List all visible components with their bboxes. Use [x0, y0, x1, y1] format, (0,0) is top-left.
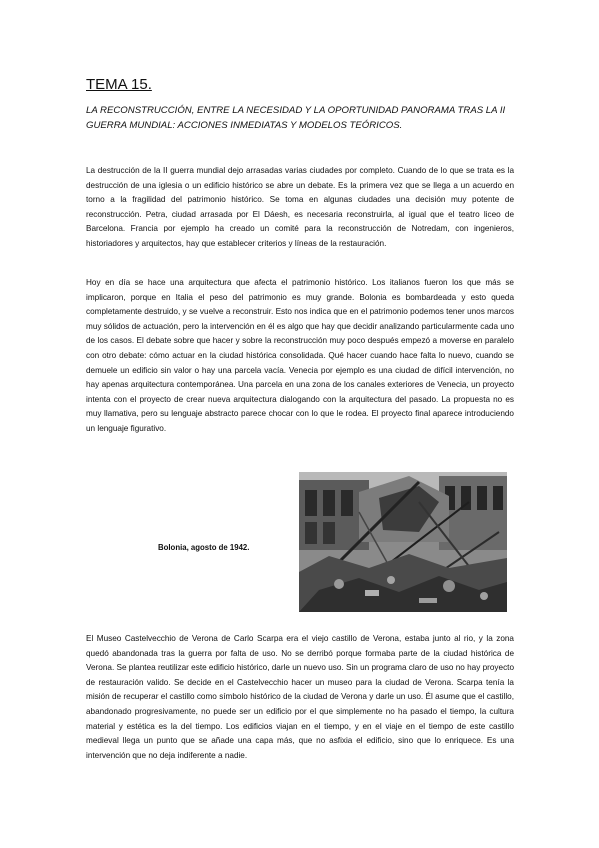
- document-title: TEMA 15.: [86, 76, 152, 93]
- photo-caption: Bolonia, agosto de 1942.: [158, 543, 250, 552]
- paragraph-2: Hoy en día se hace una arquitectura que afecta el patrimonio histórico. Los italianos fueron los que más se implicaron, porque en Italia el peso del patrimonio es muy grande. Bolonia es bombardeada y esto queda completamente destruido, y se vuelve a reconstruir. Esto nos indica que en el patrimonio podemos tener unos marcos muy sólidos de actuación, pero la intervención en él es algo que hay que decidir analizando particularmente cada uno de los casos. El debate sobre que hacer y sobre la reconstrucción muy poco después empezó a moverse en paralelo con otro debate: cómo actuar en la ciudad histórica consolidada. Qué hacer cuando hace falta lo nuevo, cuando se demuele un edificio sin valor o hay una parcela vacía. Venecia por ejemplo es una ciudad de difícil intervención, no hay apenas arquitectura contemporánea. Una parcela en una zona de los canales exteriores de Venecia, un proyecto intenta con el proyecto de crear nueva arquitectura dialogando con la arquitectura del pasado. La propuesta no es muy llamativa, pero su lenguaje abstracto parece chocar con lo que le rodea. El proyecto final aparece introduciendo un lenguaje figurativo.: [86, 278, 514, 433]
- bolonia-ruins-photo: [299, 472, 507, 612]
- paragraph-3: El Museo Castelvecchio de Verona de Carlo Scarpa era el viejo castillo de Verona, estaba junto al rio, y la zona quedó abandonada tras la guerra por falta de uso. No se derribó porque formaba parte de la ciudad histórica de Verona. Se plantea reutilizar este edificio histórico, darle un nuevo uso. Sin un programa claro de uso no hay proyecto de restauración valido. Se decide en el Castelvecchio hacer un museo para la ciudad de Verona. Scarpa tenía la misión de recuperar el castillo como símbolo histórico de la ciudad de Verona y darle un uso. Él asume que el castillo, abandonado progresivamente, no puede ser un edificio por el que simplemente no ha pasado el tiempo, la cultura material y estética es la del tiempo. Los edificios viajan en el tiempo, y en el viaje en el tiempo de este castillo medieval llega un punto que se añade una capa más, que no asfixia el edificio, sino que lo enriquece. Es una intervención que no deja indiferente a nadie.: [86, 634, 514, 760]
- document-subtitle: LA RECONSTRUCCIÓN, ENTRE LA NECESIDAD Y LA OPORTUNIDAD PANORAMA TRAS LA II GUERRA MUNDIAL: ACCIONES INMEDIATAS Y MODELOS TEÓRICOS.: [86, 105, 506, 131]
- paragraph-1: La destrucción de la II guerra mundial dejo arrasadas varias ciudades por completo. Cuando de lo que se trata es la destrucción de una iglesia o un edificio histórico se abre un debate. Es la primera vez que se llega a un acuerdo en torno a la fragilidad del patrimonio histórico. Se toma en algunas ciudades una decisión muy potente de reconstrucción. Petra, ciudad arrasada por El Dáesh, es necesaria reconstruirla, al igual que el teatro liceo de Barcelona. Francia por ejemplo ha creado un comité para la reconstrucción de Notredam, con ingenieros, historiadores y arquitectos, hay que establecer criterios y líneas de la restauración.: [86, 166, 514, 248]
